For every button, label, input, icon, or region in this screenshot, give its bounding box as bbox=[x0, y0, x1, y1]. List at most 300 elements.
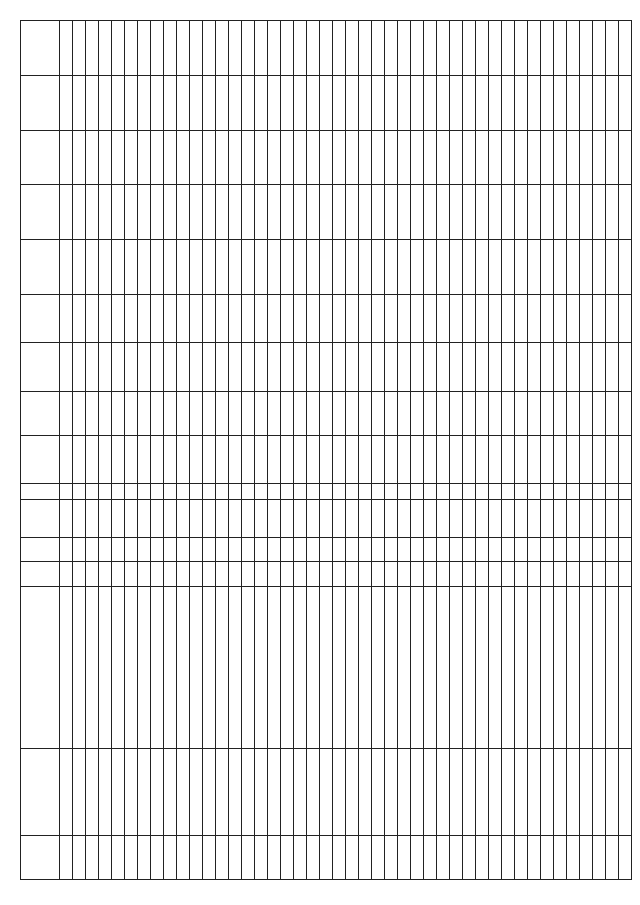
table-cell bbox=[541, 185, 554, 240]
table-cell bbox=[619, 435, 632, 483]
table-cell bbox=[216, 483, 229, 499]
table-cell bbox=[476, 499, 489, 537]
table-cell bbox=[138, 562, 151, 587]
table-cell bbox=[528, 343, 541, 391]
table-cell bbox=[307, 586, 320, 748]
table-cell bbox=[190, 562, 203, 587]
table-cell bbox=[502, 294, 515, 342]
table-cell bbox=[502, 21, 515, 76]
table-cell bbox=[333, 185, 346, 240]
table-cell bbox=[502, 435, 515, 483]
table-cell bbox=[177, 185, 190, 240]
table-cell bbox=[99, 586, 112, 748]
table-cell bbox=[606, 499, 619, 537]
table-cell bbox=[359, 343, 372, 391]
table-cell bbox=[190, 130, 203, 185]
table-cell bbox=[294, 75, 307, 130]
table-row bbox=[216, 21, 229, 880]
table-cell bbox=[60, 483, 73, 499]
table-cell bbox=[424, 343, 437, 391]
table-cell bbox=[359, 749, 372, 836]
table-cell bbox=[346, 499, 359, 537]
table-cell bbox=[385, 185, 398, 240]
table-cell bbox=[606, 343, 619, 391]
table-cell bbox=[320, 483, 333, 499]
table-cell bbox=[60, 130, 73, 185]
table-cell bbox=[619, 586, 632, 748]
table-cell bbox=[216, 75, 229, 130]
table-cell bbox=[320, 391, 333, 435]
table-cell bbox=[216, 240, 229, 295]
table-cell bbox=[424, 240, 437, 295]
table-cell bbox=[307, 537, 320, 562]
table-cell bbox=[463, 21, 476, 76]
table-cell bbox=[489, 294, 502, 342]
table-cell bbox=[346, 21, 359, 76]
table-cell bbox=[60, 21, 73, 76]
table-cell bbox=[112, 749, 125, 836]
table-cell bbox=[307, 75, 320, 130]
table-cell bbox=[268, 537, 281, 562]
table-cell bbox=[112, 294, 125, 342]
table-cell bbox=[112, 343, 125, 391]
table-cell bbox=[255, 499, 268, 537]
table-cell bbox=[424, 586, 437, 748]
table-cell bbox=[255, 240, 268, 295]
table-cell bbox=[60, 343, 73, 391]
table-cell bbox=[177, 75, 190, 130]
table-cell bbox=[177, 562, 190, 587]
table-cell bbox=[73, 343, 86, 391]
table-cell bbox=[242, 240, 255, 295]
table-cell bbox=[463, 343, 476, 391]
table-cell bbox=[112, 537, 125, 562]
table-cell bbox=[320, 130, 333, 185]
table-cell bbox=[463, 586, 476, 748]
table-cell bbox=[255, 586, 268, 748]
table-cell bbox=[554, 343, 567, 391]
table-cell bbox=[255, 343, 268, 391]
table-cell bbox=[125, 294, 138, 342]
table-cell bbox=[580, 343, 593, 391]
table-cell bbox=[580, 21, 593, 76]
table-cell bbox=[60, 185, 73, 240]
table-cell bbox=[359, 75, 372, 130]
table-cell bbox=[450, 483, 463, 499]
table-cell bbox=[125, 499, 138, 537]
table-cell bbox=[385, 835, 398, 879]
table-cell bbox=[294, 835, 307, 879]
table-cell bbox=[151, 499, 164, 537]
table-cell bbox=[437, 562, 450, 587]
table-cell bbox=[216, 562, 229, 587]
table-cell bbox=[242, 499, 255, 537]
table-cell bbox=[346, 185, 359, 240]
table-cell bbox=[463, 391, 476, 435]
table-cell bbox=[385, 499, 398, 537]
table-cell bbox=[216, 835, 229, 879]
table-cell bbox=[606, 537, 619, 562]
table-cell bbox=[398, 343, 411, 391]
table-cell bbox=[541, 537, 554, 562]
table-header-cell bbox=[21, 130, 60, 185]
table-cell bbox=[619, 499, 632, 537]
table-cell bbox=[593, 435, 606, 483]
table-cell bbox=[86, 435, 99, 483]
table-cell bbox=[528, 537, 541, 562]
table-cell bbox=[398, 240, 411, 295]
table-row bbox=[60, 21, 73, 880]
table-cell bbox=[411, 240, 424, 295]
table-cell bbox=[593, 586, 606, 748]
table-cell bbox=[476, 130, 489, 185]
table-cell bbox=[385, 75, 398, 130]
table-cell bbox=[203, 130, 216, 185]
table-cell bbox=[476, 294, 489, 342]
table-cell bbox=[294, 130, 307, 185]
table-cell bbox=[242, 75, 255, 130]
table-cell bbox=[320, 75, 333, 130]
table-cell bbox=[541, 294, 554, 342]
table-cell bbox=[580, 537, 593, 562]
table-cell bbox=[580, 562, 593, 587]
table-cell bbox=[346, 749, 359, 836]
table-cell bbox=[294, 185, 307, 240]
table-cell bbox=[515, 435, 528, 483]
table-row bbox=[229, 21, 242, 880]
table-cell bbox=[606, 240, 619, 295]
table-cell bbox=[60, 749, 73, 836]
table-cell bbox=[333, 562, 346, 587]
table-cell bbox=[489, 499, 502, 537]
table-cell bbox=[73, 130, 86, 185]
table-cell bbox=[619, 562, 632, 587]
table-cell bbox=[398, 562, 411, 587]
table-cell bbox=[619, 240, 632, 295]
table-cell bbox=[372, 835, 385, 879]
table-cell bbox=[151, 294, 164, 342]
table-cell bbox=[502, 483, 515, 499]
table-cell bbox=[138, 537, 151, 562]
table-cell bbox=[450, 749, 463, 836]
table-cell bbox=[385, 240, 398, 295]
table-header-cell bbox=[21, 835, 60, 879]
table-cell bbox=[86, 391, 99, 435]
table-cell bbox=[515, 586, 528, 748]
table-cell bbox=[450, 499, 463, 537]
table-cell bbox=[203, 749, 216, 836]
table-row bbox=[372, 21, 385, 880]
table-cell bbox=[242, 483, 255, 499]
table-cell bbox=[463, 537, 476, 562]
table-cell bbox=[99, 435, 112, 483]
table-cell bbox=[86, 185, 99, 240]
table-cell bbox=[177, 240, 190, 295]
table-cell bbox=[268, 749, 281, 836]
table-header-cell bbox=[21, 586, 60, 748]
table-cell bbox=[541, 562, 554, 587]
table-cell bbox=[450, 185, 463, 240]
table-cell bbox=[424, 435, 437, 483]
table-cell bbox=[437, 130, 450, 185]
table-cell bbox=[593, 835, 606, 879]
table-cell bbox=[307, 130, 320, 185]
table-cell bbox=[372, 240, 385, 295]
table-cell bbox=[411, 562, 424, 587]
table-cell bbox=[307, 749, 320, 836]
table-cell bbox=[281, 185, 294, 240]
table-row bbox=[450, 21, 463, 880]
table-cell bbox=[242, 835, 255, 879]
table-cell bbox=[411, 435, 424, 483]
table-cell bbox=[320, 499, 333, 537]
table-cell bbox=[489, 749, 502, 836]
table-cell bbox=[177, 21, 190, 76]
table-cell bbox=[346, 391, 359, 435]
table-cell bbox=[294, 483, 307, 499]
table-cell bbox=[125, 835, 138, 879]
table-cell bbox=[541, 391, 554, 435]
table-cell bbox=[112, 435, 125, 483]
table-cell bbox=[346, 75, 359, 130]
table-cell bbox=[567, 343, 580, 391]
table-cell bbox=[411, 130, 424, 185]
table-cell bbox=[229, 21, 242, 76]
table-cell bbox=[242, 185, 255, 240]
table-row bbox=[619, 21, 632, 880]
table-cell bbox=[281, 21, 294, 76]
table-cell bbox=[385, 435, 398, 483]
table-cell bbox=[190, 435, 203, 483]
table-cell bbox=[73, 240, 86, 295]
table-cell bbox=[190, 499, 203, 537]
table-cell bbox=[580, 749, 593, 836]
table-cell bbox=[112, 21, 125, 76]
table-cell bbox=[567, 75, 580, 130]
table-cell bbox=[346, 435, 359, 483]
table-cell bbox=[515, 21, 528, 76]
table-cell bbox=[606, 21, 619, 76]
table-cell bbox=[593, 75, 606, 130]
table-cell bbox=[125, 185, 138, 240]
table-cell bbox=[177, 586, 190, 748]
table-cell bbox=[424, 185, 437, 240]
table-cell bbox=[138, 343, 151, 391]
table-cell bbox=[398, 483, 411, 499]
table-cell bbox=[554, 749, 567, 836]
table-cell bbox=[372, 343, 385, 391]
table-cell bbox=[242, 294, 255, 342]
table-cell bbox=[489, 835, 502, 879]
table-cell bbox=[398, 21, 411, 76]
table-cell bbox=[528, 749, 541, 836]
table-cell bbox=[437, 294, 450, 342]
table-cell bbox=[411, 483, 424, 499]
table-cell bbox=[164, 483, 177, 499]
table-row bbox=[424, 21, 437, 880]
table-cell bbox=[567, 21, 580, 76]
table-cell bbox=[619, 75, 632, 130]
table-cell bbox=[268, 586, 281, 748]
table-cell bbox=[307, 185, 320, 240]
table-cell bbox=[554, 21, 567, 76]
table-cell bbox=[619, 537, 632, 562]
table-cell bbox=[112, 562, 125, 587]
table-cell bbox=[229, 483, 242, 499]
table-cell bbox=[164, 562, 177, 587]
table-cell bbox=[125, 75, 138, 130]
table-cell bbox=[203, 294, 216, 342]
table-cell bbox=[151, 483, 164, 499]
table-cell bbox=[528, 294, 541, 342]
table-row bbox=[476, 21, 489, 880]
table-cell bbox=[593, 21, 606, 76]
table-cell bbox=[554, 499, 567, 537]
table-cell bbox=[177, 391, 190, 435]
table-cell bbox=[99, 21, 112, 76]
table-row bbox=[541, 21, 554, 880]
table-cell bbox=[99, 130, 112, 185]
table-row bbox=[177, 21, 190, 880]
table-cell bbox=[411, 586, 424, 748]
table-cell bbox=[554, 483, 567, 499]
table-cell bbox=[593, 391, 606, 435]
table-row bbox=[112, 21, 125, 880]
table-cell bbox=[593, 562, 606, 587]
table-cell bbox=[99, 749, 112, 836]
table-cell bbox=[463, 835, 476, 879]
table-cell bbox=[99, 499, 112, 537]
table-cell bbox=[333, 749, 346, 836]
table-cell bbox=[593, 499, 606, 537]
table-cell bbox=[320, 537, 333, 562]
table-cell bbox=[411, 21, 424, 76]
table-cell bbox=[450, 435, 463, 483]
table-cell bbox=[567, 749, 580, 836]
table-cell bbox=[411, 185, 424, 240]
table-cell bbox=[320, 835, 333, 879]
table-cell bbox=[99, 185, 112, 240]
table-cell bbox=[268, 185, 281, 240]
table-cell bbox=[489, 185, 502, 240]
table-cell bbox=[73, 483, 86, 499]
table-cell bbox=[450, 75, 463, 130]
table-cell bbox=[346, 294, 359, 342]
table-cell bbox=[151, 562, 164, 587]
table-cell bbox=[450, 562, 463, 587]
table-cell bbox=[255, 435, 268, 483]
table-cell bbox=[502, 391, 515, 435]
table-cell bbox=[398, 294, 411, 342]
table-cell bbox=[281, 749, 294, 836]
table-cell bbox=[86, 240, 99, 295]
table-cell bbox=[99, 562, 112, 587]
table-cell bbox=[567, 835, 580, 879]
table-cell bbox=[567, 130, 580, 185]
table-cell bbox=[151, 130, 164, 185]
table-cell bbox=[281, 835, 294, 879]
table-cell bbox=[60, 75, 73, 130]
table-cell bbox=[151, 391, 164, 435]
table-row bbox=[359, 21, 372, 880]
table-cell bbox=[476, 537, 489, 562]
table-cell bbox=[333, 586, 346, 748]
table-cell bbox=[372, 499, 385, 537]
table-cell bbox=[177, 294, 190, 342]
table-cell bbox=[489, 21, 502, 76]
table-cell bbox=[619, 483, 632, 499]
table-header-cell bbox=[21, 75, 60, 130]
table-cell bbox=[138, 749, 151, 836]
table-cell bbox=[242, 343, 255, 391]
table-cell bbox=[372, 483, 385, 499]
table-cell bbox=[177, 483, 190, 499]
table-cell bbox=[593, 483, 606, 499]
table-cell bbox=[463, 562, 476, 587]
table-cell bbox=[294, 499, 307, 537]
table-cell bbox=[619, 294, 632, 342]
table-cell bbox=[398, 130, 411, 185]
table-cell bbox=[333, 391, 346, 435]
table-cell bbox=[398, 749, 411, 836]
table-cell bbox=[333, 343, 346, 391]
table-cell bbox=[567, 240, 580, 295]
table-cell bbox=[437, 343, 450, 391]
table-cell bbox=[359, 483, 372, 499]
table-cell bbox=[333, 21, 346, 76]
table-cell bbox=[73, 562, 86, 587]
table-cell bbox=[398, 75, 411, 130]
table-cell bbox=[125, 240, 138, 295]
table-cell bbox=[541, 435, 554, 483]
table-cell bbox=[307, 21, 320, 76]
table-cell bbox=[541, 483, 554, 499]
table-cell bbox=[164, 21, 177, 76]
table-cell bbox=[606, 185, 619, 240]
table-cell bbox=[489, 483, 502, 499]
table-cell bbox=[255, 185, 268, 240]
table-cell bbox=[515, 343, 528, 391]
table-cell bbox=[450, 835, 463, 879]
table-cell bbox=[73, 435, 86, 483]
table-cell bbox=[333, 499, 346, 537]
table-cell bbox=[333, 75, 346, 130]
table-cell bbox=[398, 499, 411, 537]
table-cell bbox=[359, 537, 372, 562]
table-cell bbox=[164, 75, 177, 130]
table-cell bbox=[229, 75, 242, 130]
table-cell bbox=[268, 240, 281, 295]
table-cell bbox=[541, 586, 554, 748]
table-cell bbox=[424, 749, 437, 836]
table-cell bbox=[424, 391, 437, 435]
table-cell bbox=[476, 21, 489, 76]
table-cell bbox=[411, 835, 424, 879]
table-cell bbox=[567, 435, 580, 483]
table-cell bbox=[554, 391, 567, 435]
table-cell bbox=[424, 499, 437, 537]
table-cell bbox=[125, 391, 138, 435]
table-cell bbox=[528, 435, 541, 483]
table-cell bbox=[346, 835, 359, 879]
table-cell bbox=[463, 483, 476, 499]
table-cell bbox=[450, 537, 463, 562]
table-cell bbox=[177, 343, 190, 391]
table-cell bbox=[541, 240, 554, 295]
table-cell bbox=[437, 185, 450, 240]
table-cell bbox=[216, 21, 229, 76]
table-cell bbox=[203, 343, 216, 391]
